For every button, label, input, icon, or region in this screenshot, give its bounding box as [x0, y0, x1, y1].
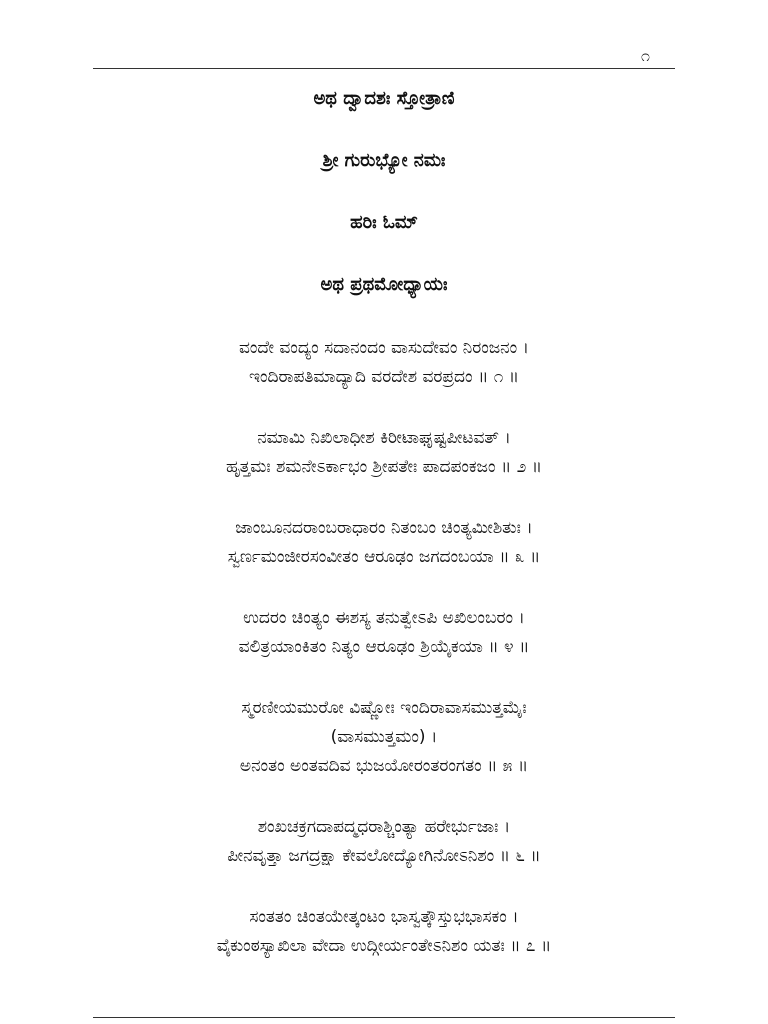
verse-line: ಅನಂತಂ ಅಂತವದಿವ ಭುಜಯೋರಂತರಂಗತಂ ॥ ೫ ॥	[239, 756, 529, 776]
stanza-5	[93, 694, 675, 781]
stanza-6	[93, 813, 675, 871]
stanza-7	[93, 903, 675, 961]
stanza-1	[93, 334, 675, 392]
verse-line: ಉದರಂ ಚಿಂತ್ಯಂ ಈಶಸ್ಯ ತನುತ್ವೇಽಪಿ ಅಖಿಲಂಬರಂ ।	[243, 608, 525, 628]
stanza-2	[93, 424, 675, 482]
verse-line: ನಮಾಮಿ ನಿಖಿಲಾಧೀಶ ಕಿರೀಟಾಘೃಷ್ಟಪೀಟವತ್ ।	[257, 428, 511, 448]
verse-line: ಇಂದಿರಾಪತಿಮಾದ್ಯಾದಿ ವರದೇಶ ವರಪ್ರದಂ ॥ ೧ ॥	[248, 367, 520, 387]
verse-line: ಸ್ವರ್ಣಮಂಜೀರಸಂವೀತಂ ಆರೂಢಂ ಜಗದಂಬಯಾ ॥ ೩ ॥	[227, 547, 541, 567]
verse-line: ವಂದೇ ವಂದ್ಯಂ ಸದಾನಂದಂ ವಾಸುದೇವಂ ನಿರಂಜನಂ ।	[238, 338, 530, 358]
header-rule	[93, 68, 675, 69]
verse-line: ವಲಿತ್ರಯಾಂಕಿತಂ ನಿತ್ಯಂ ಆರೂಢಂ ಶ್ರಿಯೈಕಯಾ ॥ ೪ ॥	[238, 637, 530, 657]
verse-line: ಶಂಖಚಕ್ರಗದಾಪದ್ಮಧರಾಶ್ಚಿಂತ್ಯಾ ಹರೇರ್ಭುಜಾಃ ।	[257, 817, 511, 837]
page-content	[93, 86, 675, 993]
verse-line: (ವಾಸಮುತ್ತಮಂ) ।	[330, 727, 438, 747]
heading-hari-om: ಹರಿಃ ಓಮ್	[350, 212, 418, 233]
verse-line: ಜಾಂಬೂನದರಾಂಬರಾಧಾರಂ ನಿತಂಬಂ ಚಿಂತ್ಯಮೀಶಿತುಃ ।	[235, 518, 533, 538]
heading-invocation: ಶ್ರೀ ಗುರುಭ್ಯೋ ನಮಃ	[322, 150, 446, 171]
heading-title: ಅಥ ದ್ವಾದಶಃ ಸ್ತೋತ್ರಾಣಿ	[313, 88, 455, 109]
page-number: ೧	[641, 46, 650, 65]
heading-chapter: ಅಥ ಪ್ರಥಮೋಧ್ಯಾಯಃ	[320, 274, 448, 295]
verse-line: ಪೀನವೃತ್ತಾ ಜಗದ್ರಕ್ಷಾ ಕೇವಲೋದ್ಯೋಗಿನೋಽನಿಶಂ ॥ ೬ ॥	[227, 846, 541, 866]
footer-rule	[93, 1017, 675, 1018]
verse-line: ವೈಕುಂಠಸ್ಯಾಖಿಲಾ ವೇದಾ ಉದ್ಗೀರ್ಯಂತೇಽನಿಶಂ ಯತಃ ॥ ೭ ॥	[216, 936, 552, 956]
verse-line: ಸಂತತಂ ಚಿಂತಯೇತ್ಕಂಟಂ ಭಾಸ್ವತ್ಕೌಸ್ತುಭಭಾಸಕಂ ।	[249, 907, 519, 927]
stanza-4	[93, 604, 675, 662]
stanza-3	[93, 514, 675, 572]
verse-line: ಸ್ಮರಣೀಯಮುರೋ ವಿಷ್ಣೋಃ ಇಂದಿರಾವಾಸಮುತ್ತಮೈಃ	[241, 698, 527, 718]
verse-line: ಹೃತ್ತಮಃ ಶಮನೇಽರ್ಕಾಭಂ ಶ್ರೀಪತೇಃ ಪಾದಪಂಕಜಂ ॥ ೨ ॥	[226, 457, 542, 477]
